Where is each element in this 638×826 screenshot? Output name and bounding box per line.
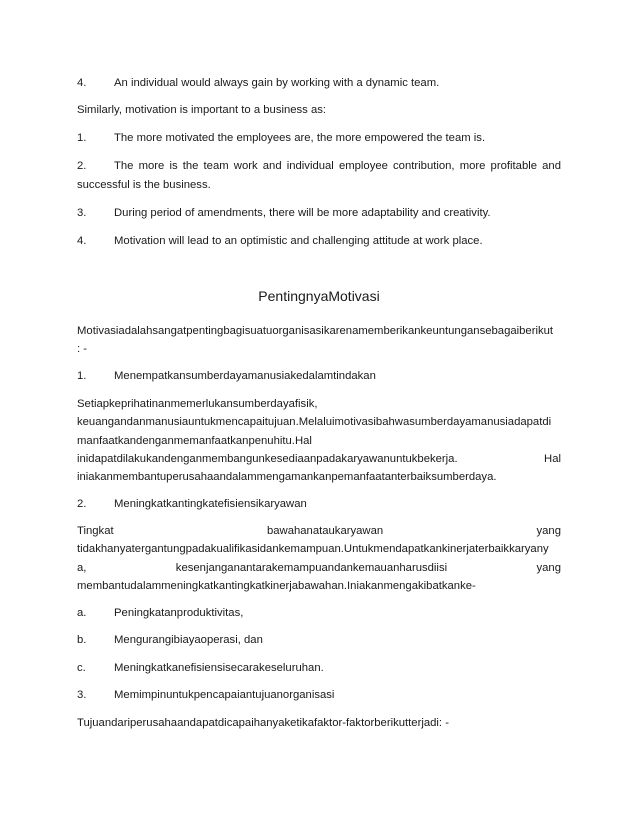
list-number: c. bbox=[77, 662, 86, 674]
list-number: 4. bbox=[77, 77, 87, 89]
paragraph: iniakanmembantuperusahaandalammengamankanpemanfaatanterbaiksumberdaya. bbox=[77, 471, 497, 483]
list-text: During period of amendments, there will be more adaptability and creativity. bbox=[114, 207, 491, 219]
word: profitable bbox=[490, 160, 538, 172]
list-text: Meningkatkantingkatefisiensikaryawan bbox=[114, 498, 307, 510]
word: team bbox=[203, 160, 229, 172]
paragraph: membantudalammeningkatkantingkatkinerjabawahan.Iniakanmengakibatkanke- bbox=[77, 580, 476, 592]
word: more bbox=[459, 160, 486, 172]
word: the bbox=[182, 160, 199, 172]
word: bawahanataukaryawan bbox=[266, 525, 384, 537]
list-number: 3. bbox=[77, 689, 87, 701]
paragraph: Tujuandariperusahaandapatdicapaihanyaketikafaktor-faktorberikutterjadi: - bbox=[77, 717, 449, 729]
section-title: PentingnyaMotivasi bbox=[258, 288, 380, 304]
paragraph: Similarly, motivation is important to a business as: bbox=[77, 104, 327, 116]
justified-line bbox=[114, 159, 561, 173]
list-text: Memimpinuntukpencapaiantujuanorganisasi bbox=[114, 689, 335, 701]
text-segment: inidapatdilakukandenganmembangunkesediaanpadakaryawanuntukbekerja. bbox=[77, 453, 458, 465]
word: a, bbox=[77, 562, 87, 574]
list-number: 2. bbox=[77, 160, 87, 172]
word: and bbox=[542, 160, 561, 172]
word: The bbox=[114, 160, 134, 172]
word: employee bbox=[338, 160, 388, 172]
paragraph: Setiapkeprihatinanmemerlukansumberdayafisik, bbox=[77, 398, 318, 410]
list-number: 1. bbox=[77, 370, 87, 382]
word: kesenjanganantarakemampuandankemauanharusdiisi bbox=[175, 562, 448, 574]
paragraph: manfaatkandenganmemanfaatkanpenuhitu.Hal bbox=[77, 435, 312, 447]
list-text: Mengurangibiayaoperasi, dan bbox=[114, 634, 263, 646]
word: individual bbox=[286, 160, 334, 172]
list-number: a. bbox=[77, 607, 87, 619]
justified-line bbox=[77, 452, 561, 466]
list-number: b. bbox=[77, 634, 87, 646]
word: contribution, bbox=[393, 160, 455, 172]
word: and bbox=[262, 160, 282, 172]
list-text: Meningkatkanefisiensisecarakeseluruhan. bbox=[114, 662, 324, 674]
list-number: 2. bbox=[77, 498, 87, 510]
paragraph: keuangandanmanusiauntukmencapaitujuan.Melaluimotivasibahwasumberdayamanusiadapatdi bbox=[77, 416, 552, 428]
word: more bbox=[138, 160, 165, 172]
text-segment: Hal bbox=[544, 453, 561, 465]
justified-line bbox=[77, 561, 561, 575]
list-number: 1. bbox=[77, 132, 87, 144]
word: work bbox=[233, 160, 258, 172]
paragraph-continuation: : - bbox=[77, 343, 88, 355]
list-number: 4. bbox=[77, 235, 87, 247]
list-text: The more motivated the employees are, the more empowered the team is. bbox=[114, 132, 486, 144]
word: Tingkat bbox=[77, 525, 114, 537]
list-number: 3. bbox=[77, 207, 87, 219]
paragraph-continuation: successful is the business. bbox=[77, 179, 211, 191]
word: yang bbox=[536, 562, 561, 574]
list-text: Motivation will lead to an optimistic and challenging attitude at work place. bbox=[114, 235, 483, 247]
justified-line bbox=[77, 524, 561, 538]
word: is bbox=[169, 160, 178, 172]
list-text: Menempatkansumberdayamanusiakedalamtindakan bbox=[114, 370, 376, 382]
paragraph: tidakhanyatergantungpadakualifikasidankemampuan.Untukmendapatkankinerjaterbaikkaryany bbox=[77, 543, 549, 555]
word: yang bbox=[536, 525, 561, 537]
list-text: An individual would always gain by working with a dynamic team. bbox=[114, 77, 440, 89]
list-text: Peningkatanproduktivitas, bbox=[114, 607, 244, 619]
paragraph: Motivasiadalahsangatpentingbagisuatuorganisasikarenamemberikankeuntungansebagaiberikut bbox=[77, 325, 554, 337]
